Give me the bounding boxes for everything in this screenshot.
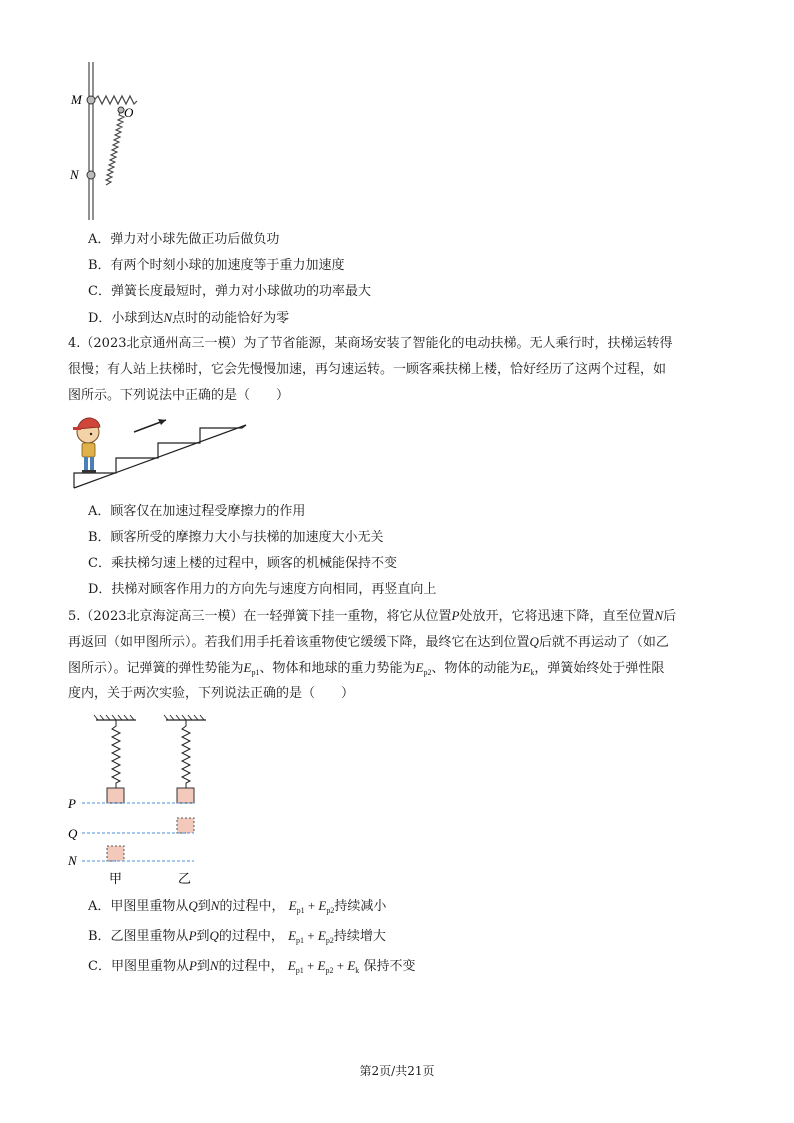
- q5-option-a: A．甲图里重物从Q到N的过程中， $E_{p1} + E_{p2}$持续减小: [88, 898, 387, 915]
- q4-stem-line3: 图所示。下列说法中正确的是（ ）: [68, 388, 290, 403]
- q4-option-d: D．扶梯对顾客作用力的方向先与速度方向相同，再竖直向上: [88, 582, 437, 597]
- caption-jia: 甲: [109, 871, 123, 886]
- label-n: N: [70, 167, 79, 182]
- label-p: P: [68, 796, 76, 811]
- label-m: M: [71, 92, 82, 107]
- q3-option-d: D．小球到达N点时的动能恰好为零: [88, 310, 290, 326]
- q3-option-b: B．有两个时刻小球的加速度等于重力加速度: [88, 258, 345, 273]
- caption-yi: 乙: [178, 871, 192, 886]
- q5-stem-line4: 度内，关于两次实验，下列说法正确的是（ ）: [68, 686, 355, 701]
- spring-mass-figure: [64, 712, 214, 888]
- q4-stem-line2: 很慢；有人站上扶梯时，它会先慢慢加速，再匀速运转。一顾客乘扶梯上楼，恰好经历了这两个过程，如: [68, 362, 667, 377]
- q4-option-b: B．顾客所受的摩擦力大小与扶梯的加速度大小无关: [88, 530, 384, 545]
- q5-stem-line3: 图所示）。记弹簧的弹性势能为$E_{p1}$、物体和地球的重力势能为$E_{p2}$、物体的动能为$E_k$，弹簧始终处于弹性限: [68, 660, 665, 677]
- q5-stem-line2: 再返回（如甲图所示）。若我们用手托着该重物使它缓缓下降，最终它在达到位置Q后就不再运动了（如乙: [68, 634, 669, 650]
- q3-option-c: C．弹簧长度最短时，弹力对小球做功的功率最大: [88, 284, 371, 299]
- label-o: O: [124, 105, 134, 120]
- spring-rod-figure: [64, 60, 154, 225]
- q5-stem-line1: 5.（2023北京海淀高三一模）在一轻弹簧下挂一重物，将它从位置P处放开，它将迅速下降，直至位置N后: [68, 608, 677, 624]
- label-q: Q: [68, 826, 78, 841]
- q3-option-a: A．弹力对小球先做正功后做负功: [88, 232, 280, 247]
- q4-option-a: A．顾客仅在加速过程受摩擦力的作用: [88, 504, 306, 519]
- q4-option-c: C．乘扶梯匀速上楼的过程中，顾客的机械能保持不变: [88, 556, 397, 571]
- escalator-figure: [66, 410, 251, 494]
- page-footer: 第2页/共21页: [359, 1064, 435, 1078]
- q5-option-b: B．乙图里重物从P到Q的过程中， $E_{p1} + E_{p2}$持续增大: [88, 928, 386, 945]
- q4-stem-line1: 4.（2023北京通州高三一模）为了节省能源，某商场安装了智能化的电动扶梯。无人乘行时，扶梯运转得: [68, 336, 673, 351]
- label-n: N: [68, 853, 77, 868]
- q5-option-c: C．甲图里重物从P到N的过程中， $E_{p1} + E_{p2} + E_k$ 保持不变: [88, 958, 416, 975]
- customer-icon: [73, 418, 100, 473]
